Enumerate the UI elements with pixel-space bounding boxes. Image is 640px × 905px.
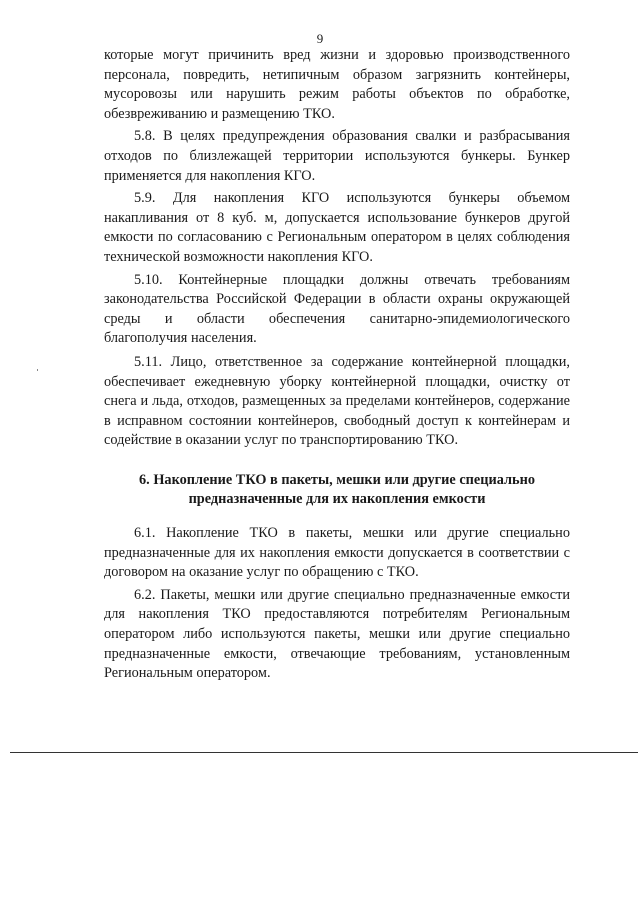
section-heading-6 (104, 471, 570, 510)
scan-artifact-mark (37, 369, 38, 371)
paragraph-6-2: 6.2. Пакеты, мешки или другие специально предназначенные емкости для накопления ТКО предоставляются потребителям Региональным оператором либо используются пакеты, мешки или другие специально предназначенные емкости, отвечающие требованиям, установленным Региональным оператором. (104, 586, 570, 682)
paragraph-5-11: 5.11. Лицо, ответственное за содержание контейнерной площадки, обеспечивает ежедневную уборку контейнерной площадки, очистку от снега и льда, отходов, размещенных за пределами контейнеров, содержание в исправном состоянии контейнеров, свободный доступ к контейнерам и содействие в оказании услуг по транспортированию ТКО. (104, 353, 570, 449)
paragraph-continuation: которые могут причинить вред жизни и здоровью производственного персонала, повредить, нетипичным образом загрязнить контейнеры, мусоровозы или нарушить режим работы объектов по обработке, обезвреживанию и размещению ТКО. (104, 47, 570, 122)
section-heading-line-1: 6. Накопление ТКО в пакеты, мешки или другие специально (139, 471, 535, 488)
page-number: 9 (316, 31, 324, 46)
paragraph-5-9: 5.9. Для накопления КГО используются бункеры объемом накапливания от 8 куб. м, допускается использование бункеров другой емкости по согласованию с Региональным оператором в целях соблюдения технической возможности накопления КГО. (104, 190, 570, 265)
paragraph-6-1: 6.1. Накопление ТКО в пакеты, мешки или другие специально предназначенные для их накопления емкости допускается в соответствии с договором на оказание услуг по обращению с ТКО. (104, 525, 570, 581)
page-bottom-rule (10, 752, 638, 753)
document-body (104, 46, 570, 684)
paragraph-5-10: 5.10. Контейнерные площадки должны отвечать требованиям законодательства Российской Федерации в области охраны окружающей среды и области обеспечения санитарно-эпидемиологического благополучия населения. (104, 271, 570, 347)
paragraph-5-8: 5.8. В целях предупреждения образования свалки и разбрасывания отходов по близлежащей территории используются бункеры. Бункер применяется для накопления КГО. (104, 128, 570, 184)
section-heading-line-2: предназначенные для их накопления емкости (188, 491, 486, 508)
